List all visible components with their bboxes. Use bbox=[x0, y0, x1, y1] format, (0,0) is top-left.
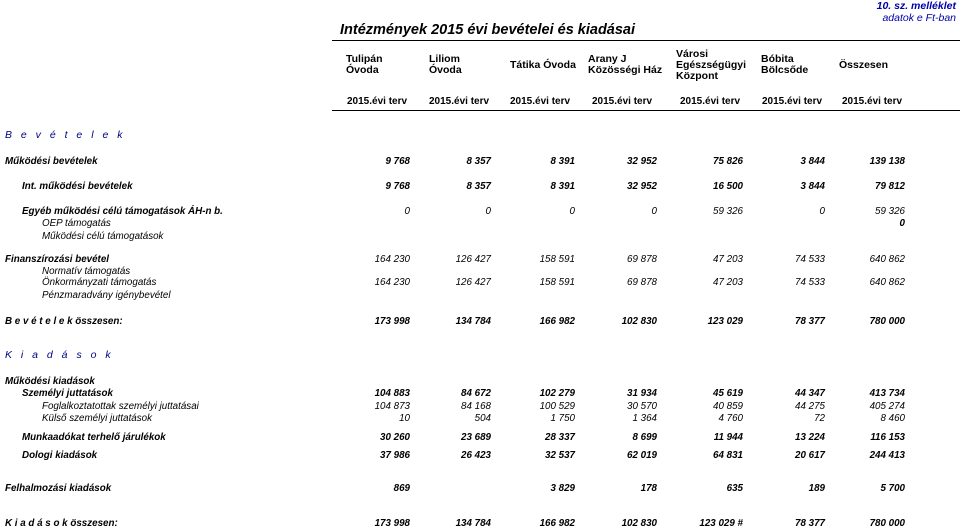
table-cell: 0 bbox=[485, 206, 491, 217]
title-divider bbox=[332, 40, 960, 41]
table-cell: 102 279 bbox=[539, 388, 575, 399]
table-cell: 44 347 bbox=[795, 388, 825, 399]
table-cell: 8 391 bbox=[550, 156, 575, 167]
table-cell: 173 998 bbox=[374, 316, 410, 327]
table-cell: 158 591 bbox=[539, 277, 575, 288]
plan-label: 2015.évi terv bbox=[510, 96, 571, 107]
table-cell: 8 391 bbox=[550, 181, 575, 192]
table-cell: 45 619 bbox=[713, 388, 743, 399]
row-label: Működési bevételek bbox=[5, 156, 98, 167]
table-cell: 102 830 bbox=[621, 518, 657, 529]
row-label: Egyéb működési célú támogatások ÁH-n b. bbox=[22, 206, 223, 217]
table-cell: 139 138 bbox=[869, 156, 905, 167]
table-cell: 64 831 bbox=[713, 450, 743, 461]
row-label: Felhalmozási kiadások bbox=[5, 483, 112, 494]
table-cell: 164 230 bbox=[374, 254, 410, 265]
table-cell: 134 784 bbox=[455, 316, 491, 327]
table-cell: 32 537 bbox=[545, 450, 575, 461]
table-cell: 134 784 bbox=[455, 518, 491, 529]
table-cell: 75 826 bbox=[713, 156, 743, 167]
table-cell: 0 bbox=[819, 206, 825, 217]
table-cell: 30 570 bbox=[627, 401, 657, 412]
table-cell: 9 768 bbox=[385, 156, 410, 167]
column-header-osszesen: Összesen bbox=[839, 58, 889, 71]
table-cell: 16 500 bbox=[713, 181, 743, 192]
row-label: Önkormányzati támogatás bbox=[42, 277, 157, 288]
table-cell: 78 377 bbox=[795, 316, 825, 327]
table-cell: 102 830 bbox=[621, 316, 657, 327]
plan-label: 2015.évi terv bbox=[429, 96, 490, 107]
page-title: Intézmények 2015 évi bevételei és kiadásai bbox=[340, 22, 636, 38]
table-cell: 244 413 bbox=[869, 450, 905, 461]
table-cell: 32 952 bbox=[627, 181, 657, 192]
table-cell: 178 bbox=[640, 483, 657, 494]
column-header-arany-j: Arany J Közösségi Ház bbox=[588, 53, 663, 76]
header-divider bbox=[332, 110, 960, 111]
table-cell: 3 844 bbox=[800, 181, 825, 192]
table-cell: 23 689 bbox=[461, 432, 491, 443]
table-cell: 3 829 bbox=[550, 483, 575, 494]
table-cell: 8 460 bbox=[880, 413, 905, 424]
plan-label: 2015.évi terv bbox=[680, 96, 741, 107]
table-cell: 69 878 bbox=[627, 277, 657, 288]
table-cell: 74 533 bbox=[795, 277, 825, 288]
table-cell: 869 bbox=[393, 483, 410, 494]
table-cell: 47 203 bbox=[713, 277, 743, 288]
column-header-liliom: Liliom Óvoda bbox=[429, 53, 462, 76]
table-cell: 173 998 bbox=[374, 518, 410, 529]
table-cell: 126 427 bbox=[455, 254, 491, 265]
table-cell: 37 986 bbox=[380, 450, 410, 461]
table-cell: 164 230 bbox=[374, 277, 410, 288]
row-label: K i a d á s o k összesen: bbox=[5, 518, 118, 529]
row-label: Külső személyi juttatások bbox=[42, 413, 152, 424]
column-header-varosi: Városi Egészségügyi Központ bbox=[676, 47, 747, 82]
plan-label: 2015.évi terv bbox=[762, 96, 823, 107]
table-cell: 47 203 bbox=[713, 254, 743, 265]
table-cell: 8 357 bbox=[466, 181, 491, 192]
table-cell: 40 859 bbox=[713, 401, 743, 412]
row-label: Finanszírozási bevétel bbox=[5, 254, 109, 265]
table-cell: 1 750 bbox=[550, 413, 575, 424]
table-cell: 405 274 bbox=[869, 401, 905, 412]
row-label: Működési kiadások bbox=[5, 376, 95, 387]
section-revenues: B e v é t e l e k bbox=[5, 129, 126, 141]
table-cell: 30 260 bbox=[380, 432, 410, 443]
table-cell: 158 591 bbox=[539, 254, 575, 265]
table-cell: 123 029 bbox=[707, 316, 743, 327]
table-cell: 44 275 bbox=[795, 401, 825, 412]
table-cell: 13 224 bbox=[795, 432, 825, 443]
table-cell: 0 bbox=[899, 218, 905, 229]
table-cell: 26 423 bbox=[461, 450, 491, 461]
plan-label: 2015.évi terv bbox=[842, 96, 903, 107]
column-header-bobita: Bóbita Bölcsőde bbox=[761, 53, 809, 76]
table-cell: 3 844 bbox=[800, 156, 825, 167]
annex-label: 10. sz. melléklet bbox=[876, 0, 956, 12]
table-cell: 4 760 bbox=[718, 413, 743, 424]
row-label: OEP támogatás bbox=[42, 218, 111, 229]
table-cell: 104 883 bbox=[374, 388, 410, 399]
column-header-tatika: Tátika Óvoda bbox=[510, 58, 576, 71]
table-cell: 8 699 bbox=[632, 432, 657, 443]
row-label: Foglalkoztatottak személyi juttatásai bbox=[42, 401, 199, 412]
table-cell: 166 982 bbox=[539, 518, 575, 529]
table-cell: 62 019 bbox=[627, 450, 657, 461]
table-cell: 79 812 bbox=[875, 181, 905, 192]
table-cell: 20 617 bbox=[795, 450, 825, 461]
table-cell: 413 734 bbox=[869, 388, 905, 399]
table-cell: 5 700 bbox=[880, 483, 905, 494]
table-cell: 504 bbox=[474, 413, 491, 424]
table-cell: 640 862 bbox=[869, 254, 905, 265]
table-cell: 123 029 # bbox=[699, 518, 743, 529]
table-cell: 0 bbox=[404, 206, 410, 217]
table-cell: 780 000 bbox=[869, 316, 905, 327]
row-label: Dologi kiadások bbox=[22, 450, 98, 461]
table-cell: 780 000 bbox=[869, 518, 905, 529]
column-header-tulipan: Tulipán Óvoda bbox=[346, 53, 383, 76]
row-label: Int. működési bevételek bbox=[22, 181, 133, 192]
table-cell: 9 768 bbox=[385, 181, 410, 192]
table-cell: 59 326 bbox=[875, 206, 905, 217]
table-cell: 72 bbox=[814, 413, 825, 424]
table-cell: 84 168 bbox=[461, 401, 491, 412]
row-label: Pénzmaradvány igénybevétel bbox=[42, 290, 171, 301]
table-cell: 59 326 bbox=[713, 206, 743, 217]
table-cell: 32 952 bbox=[627, 156, 657, 167]
table-cell: 28 337 bbox=[545, 432, 575, 443]
table-cell: 104 873 bbox=[374, 401, 410, 412]
table-cell: 189 bbox=[808, 483, 825, 494]
table-cell: 0 bbox=[651, 206, 657, 217]
row-label: Munkaadókat terhelő járulékok bbox=[22, 432, 166, 443]
table-cell: 126 427 bbox=[455, 277, 491, 288]
table-cell: 74 533 bbox=[795, 254, 825, 265]
table-cell: 640 862 bbox=[869, 277, 905, 288]
table-cell: 8 357 bbox=[466, 156, 491, 167]
table-cell: 10 bbox=[399, 413, 410, 424]
row-label: Személyi juttatások bbox=[22, 388, 113, 399]
section-expenses: K i a d á s o k bbox=[5, 349, 114, 361]
row-label: B e v é t e l e k összesen: bbox=[5, 316, 123, 327]
unit-label: adatok e Ft-ban bbox=[882, 12, 956, 24]
row-label: Normatív támogatás bbox=[42, 266, 131, 277]
table-cell: 100 529 bbox=[539, 401, 575, 412]
table-cell: 1 364 bbox=[632, 413, 657, 424]
table-cell: 31 934 bbox=[627, 388, 657, 399]
table-cell: 116 153 bbox=[870, 432, 905, 443]
plan-label: 2015.évi terv bbox=[347, 96, 408, 107]
row-label: Működési célú támogatások bbox=[42, 231, 164, 242]
table-cell: 69 878 bbox=[627, 254, 657, 265]
table-cell: 11 944 bbox=[713, 432, 743, 443]
plan-label: 2015.évi terv bbox=[592, 96, 653, 107]
table-cell: 166 982 bbox=[539, 316, 575, 327]
table-cell: 78 377 bbox=[795, 518, 825, 529]
table-cell: 84 672 bbox=[461, 388, 491, 399]
table-cell: 0 bbox=[569, 206, 575, 217]
table-cell: 635 bbox=[726, 483, 743, 494]
